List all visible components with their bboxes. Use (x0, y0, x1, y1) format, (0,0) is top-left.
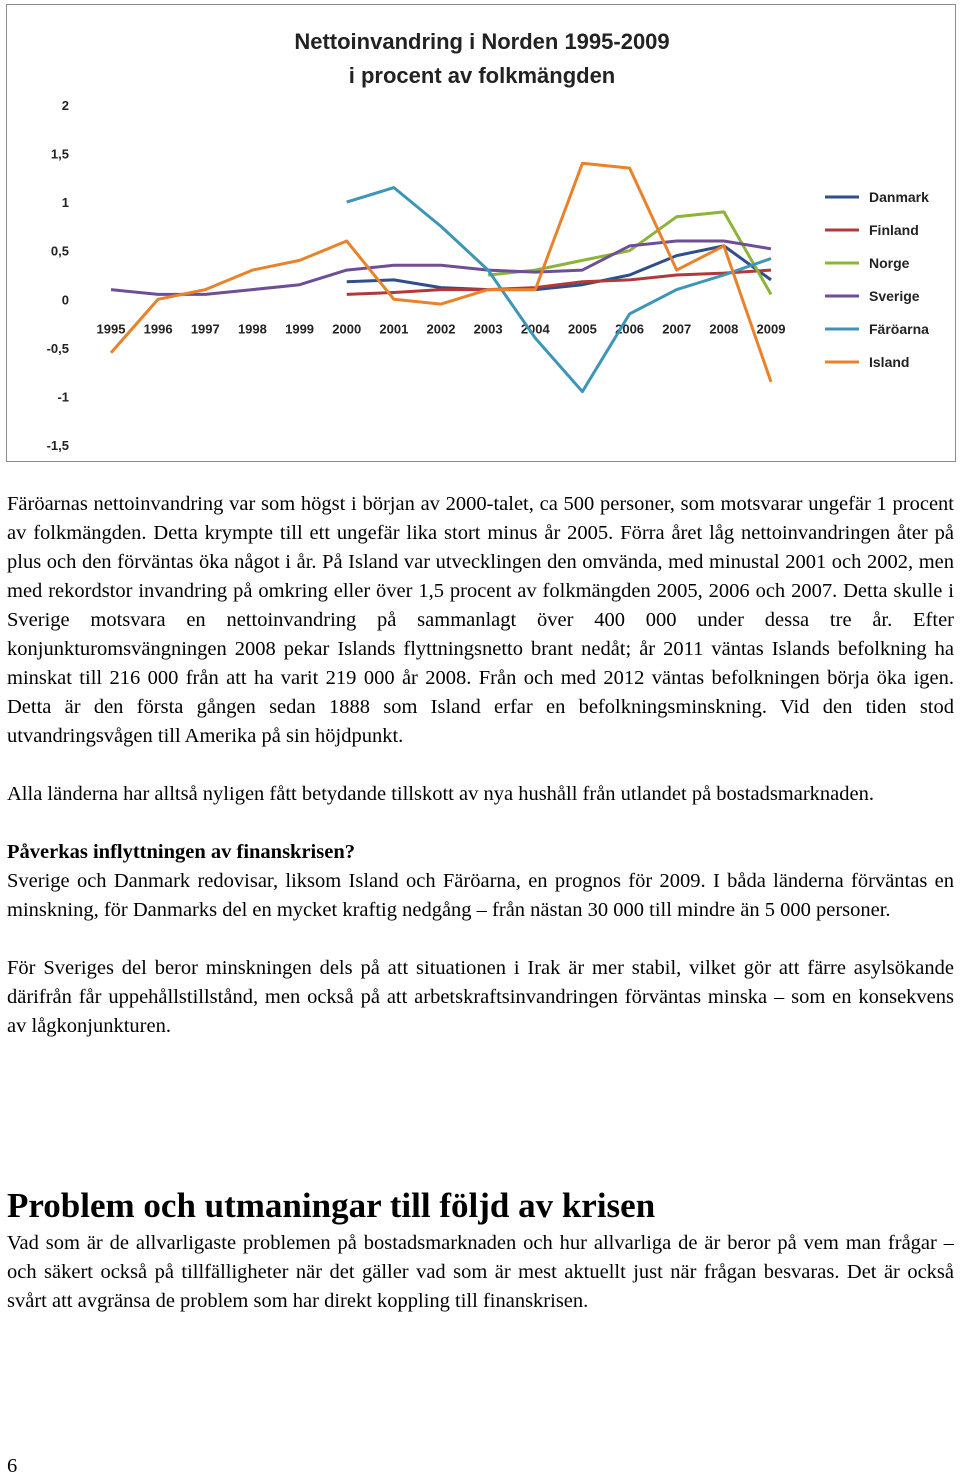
line-chart (7, 5, 955, 461)
x-tick-label: 1995 (96, 321, 126, 337)
y-tick-label: -1 (57, 389, 69, 405)
paragraph: För Sveriges del beror minskningen dels på att situationen i Irak är mer stabil, vilket gör att färre asylsökande därifrån får uppehållstillstånd, men också på att arbetskraftsinvandringen förväntas minska – som en konsekvens av lågkonjunkturen. (7, 957, 954, 1037)
section-question: Påverkas inflyttningen av finanskrisen? (7, 841, 355, 863)
y-tick-label: -0,5 (46, 340, 69, 356)
x-tick-label: 2007 (662, 321, 692, 337)
legend-label: Finland (869, 222, 919, 238)
x-tick-label: 2005 (567, 321, 597, 337)
y-tick-label: -1,5 (46, 438, 69, 453)
chart-frame (6, 4, 956, 462)
y-tick-label: 0 (61, 292, 69, 308)
section-heading: Problem och utmaningar till följd av krisen (7, 1186, 656, 1225)
x-tick-label: 2000 (332, 321, 362, 337)
legend-label: Island (869, 354, 910, 370)
x-tick-label: 2006 (615, 321, 645, 337)
legend-label: Sverige (869, 288, 920, 304)
x-tick-label: 1999 (285, 321, 315, 337)
legend-label: Norge (869, 255, 910, 271)
chart-subtitle: i procent av folkmängden (348, 63, 616, 88)
paragraph: Alla länderna har alltså nyligen fått betydande tillskott av nya hushåll från utlandet på bostadsmarknaden. (7, 783, 874, 805)
body-text-1 (7, 490, 954, 1041)
paragraph: Färöarnas nettoinvandring var som högst i början av 2000-talet, ca 500 personer, som motsvarar ungefär 1 procent av folkmängden. Detta krympte till ett ungefär lika stort minus år 2005. Förra året låg nettoinvandringen åter på plus och den förväntas öka något i år. På Island var utvecklingen den omvända, med minustal 2001 och 2002, men med rekordstor invandring på omkring eller över 1,5 procent av folkmängden 2005, 2006 och 2007. Detta skulle i Sverige motsvara en nettoinvandring på sammanlagt över 400 000 under dessa tre år. Efter konjunkturomsvängningen 2008 pekar Islands flyttningsnetto brant nedåt; år 2011 väntas Islands befolkning ha minskat till 216 000 från att ha varit 219 000 år 2008. Från och med 2012 väntas befolkningen börja öka igen. Detta är den första gången sedan 1888 som Island erfar en befolkningsminskning. Vid den tiden stod utvandringsvågen till Amerika på sin höjdpunkt. (7, 493, 954, 747)
x-tick-label: 1996 (143, 321, 173, 337)
body-text-2 (7, 1229, 954, 1316)
y-tick-label: 1,5 (50, 146, 69, 162)
x-tick-label: 1997 (190, 321, 220, 337)
x-tick-label: 1998 (237, 321, 267, 337)
legend-label: Danmark (869, 189, 929, 205)
x-tick-label: 2009 (756, 321, 786, 337)
y-tick-label: 1 (61, 195, 69, 211)
page-number: 6 (7, 1455, 18, 1477)
legend-label: Färöarna (869, 321, 929, 337)
series-line (488, 212, 771, 295)
x-tick-label: 2008 (709, 321, 739, 337)
y-tick-label: 2 (61, 98, 69, 113)
paragraph: Vad som är de allvarligaste problemen på bostadsmarknaden och hur allvarliga de är beror på vem man frågar – och säkert också på tillfälligheter när det gäller vad som är mest aktuellt just när frågan besvaras. Det är också svårt att avgränsa de problem som har direkt koppling till finanskrisen. (7, 1232, 954, 1312)
x-tick-label: 2002 (426, 321, 456, 337)
series-line (347, 246, 771, 290)
y-tick-label: 0,5 (50, 243, 69, 259)
chart-title: Nettoinvandring i Norden 1995-2009 (294, 29, 670, 54)
x-tick-label: 2004 (520, 321, 550, 337)
x-tick-label: 2003 (473, 321, 503, 337)
series-line (347, 188, 771, 392)
paragraph: Sverige och Danmark redovisar, liksom Island och Färöarna, en prognos för 2009. I båda länderna förväntas en minskning, för Danmarks del en mycket kraftig nedgång – från nästan 30 000 till mindre än 5 000 personer. (7, 870, 954, 921)
series-line (111, 163, 771, 382)
x-tick-label: 2001 (379, 321, 409, 337)
